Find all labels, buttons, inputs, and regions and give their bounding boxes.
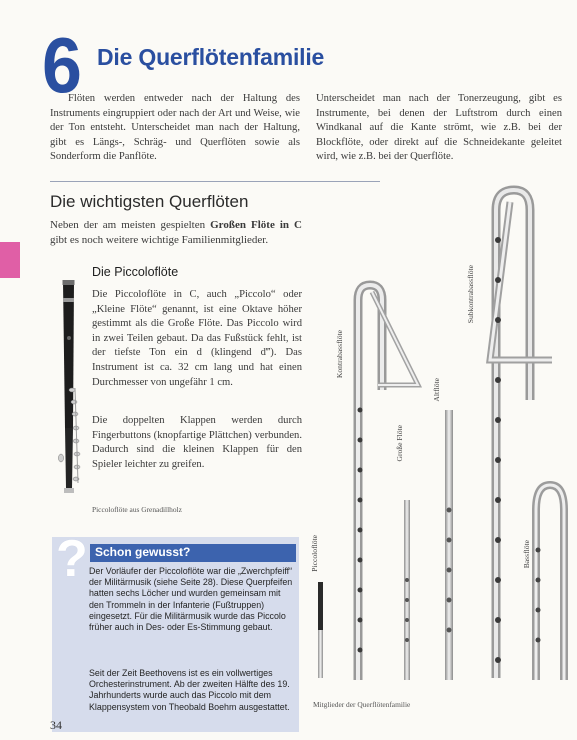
piccolo-photo — [48, 278, 88, 500]
info-box-title: Schon gewusst? — [95, 545, 191, 559]
chapter-tab-marker — [0, 242, 20, 278]
piccolo-paragraph-2: Die doppelten Klappen werden durch Fingerbuttons (knopfartige Plättchen) verbunden. Dadurch sind die kleinen Klappen für den Spieler leichter zu greifen. — [92, 415, 302, 470]
page-number: 34 — [50, 718, 62, 732]
chapter-title: Die Querflötenfamilie — [97, 44, 325, 70]
label-altfloete: Altflöte — [432, 378, 441, 402]
section-heading: Die wichtigsten Querflöten — [50, 192, 249, 211]
label-bassfloete: Bassflöte — [522, 540, 531, 569]
section-lead-text-end: gibt es noch weitere wichtige Familienmitglieder. — [50, 234, 269, 246]
piccolo-heading: Die Piccoloflöte — [92, 265, 179, 279]
info-box-paragraph-2: Seit der Zeit Beethovens ist es ein vollwertiges Orchesterinstrument. Ab der zweiten Hälfte des 19. Jahrhunderts wurde auch das Piccolo mit dem Klappensystem von Theobald Boehm ausgestattet. — [89, 668, 290, 712]
family-photo-caption: Mitglieder der Querflötenfamilie — [313, 700, 411, 709]
label-subkontrabassfloete: Subkontrabassflöte — [466, 265, 475, 324]
intro-left-paragraph: Flöten werden entweder nach der Haltung des Instruments eingruppiert oder nach der Art und Weise, wie der Ton entsteht. Unterscheidet man nach der Haltung, gibt es Längs-, Schräg- und Querflöten sowie als Sonderform die Panflöte. — [50, 93, 300, 163]
info-box-paragraph-1: Der Vorläufer der Piccoloflöte war die „Zwerchpfeiff“ der Militärmusik (siehe Seite 28). Diese Querpfeifen hatten sechs Löcher und wurden gemeinsam mit den Trommeln in der Infanterie (Fußtruppen) eingesetzt. Für die Militärmusik wurde das Piccolo früher auch in Des- oder Es-Stimmung gebaut. — [89, 566, 293, 633]
section-lead — [50, 218, 302, 248]
info-box-title-bar — [90, 544, 296, 562]
section-lead-bold: Großen Flöte in C — [210, 219, 302, 231]
label-piccolofloete: Piccoloflöte — [310, 535, 319, 572]
label-grosse-floete: Große Flöte — [395, 425, 404, 462]
piccolo-paragraph-1: Die Piccoloflöte in C, auch „Piccolo“ oder „Kleine Flöte“ genannt, ist eine Oktave höher gestimmt als die Große Flöte. Das Piccolo wird in zwei Teilen gebaut. Da das Fußstück fehlt, ist der tiefste Ton ein d (klingend d‴). Das Instrument ist ca. 32 cm lang und hat einen Durchmesser von ungefähr 1 cm. — [92, 289, 302, 388]
intro-right-paragraph: Unterscheidet man nach der Tonerzeugung, gibt es Instrumente, bei denen der Luftstrom durch einen Windkanal auf die Kante strömt, wie z.B. bei der Blockflöte, oder direkt auf die Schneidekante geleitet wird, wie z.B. bei der Querflöte. — [316, 93, 562, 163]
question-mark-icon: ? — [56, 530, 88, 588]
section-lead-text: Neben der am meisten gespielten — [50, 219, 211, 231]
chapter-number: 6 — [42, 21, 82, 109]
piccolo-caption: Piccoloflöte aus Grenadillholz — [92, 505, 182, 514]
label-kontrabassfloete: Kontrabassflöte — [335, 330, 344, 379]
flute-family-photo — [300, 180, 577, 700]
